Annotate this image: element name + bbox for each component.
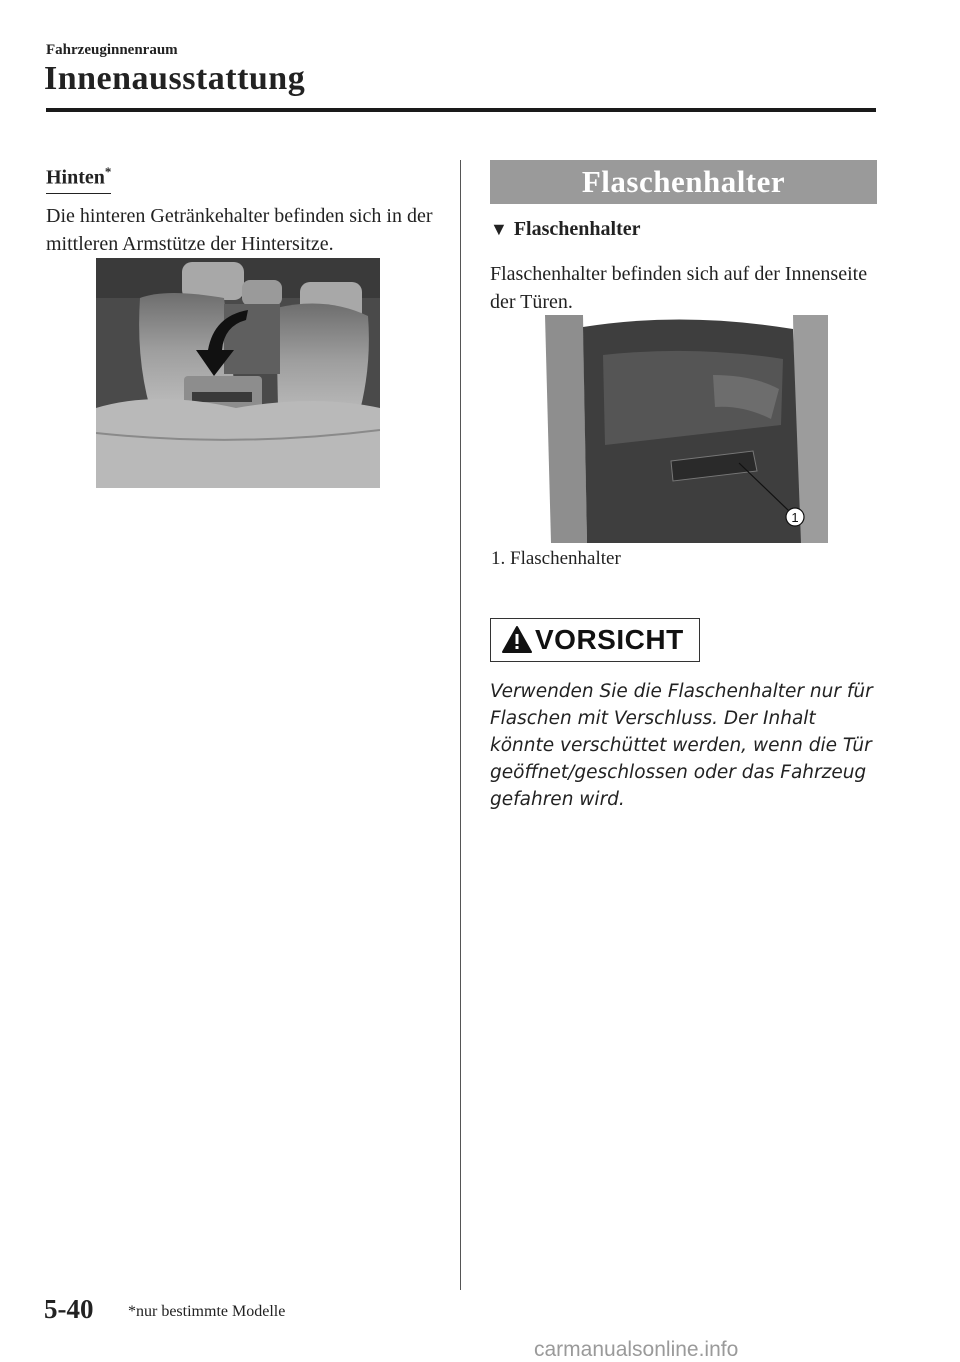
warning-label: VORSICHT <box>535 624 684 655</box>
footnote: *nur bestimmte Modelle <box>128 1303 286 1320</box>
rear-seat-armrest-illustration <box>96 258 380 488</box>
chapter-label: Fahrzeuginnenraum <box>46 42 178 58</box>
section-heading-hinten <box>46 164 111 194</box>
column-divider <box>460 160 461 1290</box>
warning-box <box>490 618 700 662</box>
body-text-hinten: Die hinteren Getränkehalter befinden sich in der mittleren Armstütze der Hintersitze. <box>46 205 433 255</box>
callout-number: 1 <box>791 510 799 525</box>
page-number: 5-40 <box>44 1294 94 1324</box>
header-rule <box>46 108 876 112</box>
watermark: carmanualsonline.info <box>534 1338 739 1361</box>
warning-text: Verwenden Sie die Flaschenhalter nur für Flaschen mit Verschluss. Der Inhalt könnte verschüttet werden, wenn die Tür geöffnet/geschlossen oder das Fahrzeug gefahren wird. <box>490 681 873 810</box>
sub-heading <box>490 218 640 241</box>
door-panel-illustration <box>543 315 828 543</box>
body-text-flaschenhalter: Flaschenhalter befinden sich auf der Innenseite der Türen. <box>490 263 868 313</box>
warning-triangle-icon <box>501 625 533 655</box>
heading-text: Hinten <box>46 166 105 189</box>
sub-heading-text: Flaschenhalter <box>513 218 641 240</box>
figure-caption: 1. Flaschenhalter <box>491 548 621 569</box>
section-banner: Flaschenhalter <box>490 160 877 204</box>
footnote-mark: * <box>104 164 112 179</box>
page-title: Innenausstattung <box>44 60 306 97</box>
triangle-marker-icon: ▼ <box>490 219 508 239</box>
